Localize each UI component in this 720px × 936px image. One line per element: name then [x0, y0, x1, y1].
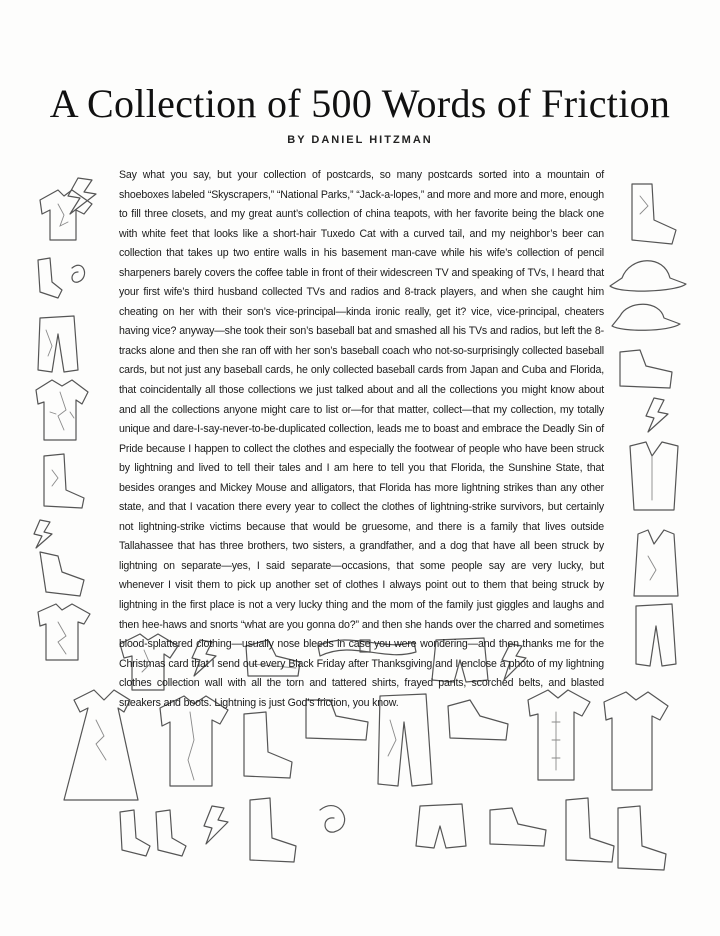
torn-shirt-icon	[38, 604, 90, 660]
hat-icon	[610, 261, 686, 291]
lightning-bolt-icon	[34, 520, 52, 548]
lightning-bolt-icon	[646, 398, 668, 432]
boot-icon	[632, 184, 676, 244]
article-title: A Collection of 500 Words of Friction	[49, 81, 671, 126]
jacket-icon	[36, 380, 88, 440]
hat-icon	[612, 304, 680, 330]
swirl-icon	[72, 265, 85, 282]
pants-icon	[636, 604, 676, 666]
boot-icon	[618, 806, 666, 870]
tank-top-icon	[634, 530, 678, 596]
shoe-icon	[490, 808, 546, 846]
sock-icon	[38, 258, 62, 298]
left-border-sketches	[34, 178, 96, 660]
jacket-icon	[604, 692, 668, 790]
article-byline: BY DANIEL HITZMAN	[287, 134, 433, 146]
shoe-icon	[620, 350, 672, 388]
pants-icon	[38, 316, 78, 372]
article-body: Say what you say, but your collection of postcards, so many postcards sorted into a mountain of shoeboxes labeled “Skyscrapers,” “National Parks,” “Jack-a-lopes,” and more and more and more, enough to fill three closets, and my great aunt’s collection of china teapots, with her favorite being the black one with white feet that looks like a short-hair Tuxedo Cat with a curved tail, and my neighbor’s beer can collection that takes up two entire walls in his basement man-cave while his wife’s collection of pencil sharpeners barely covers the coffee table in front of their widescreen TV and speaking of TVs, I heard that your first wife’s third husband collected TVs and radios and 8-track players, and when she caught him cheating on her with their son’s vice-principal—kinda ironic really, get it? vice, vice-principal, cheaters having vice? anyway—she took their son’s baseball bat and smashed all his TVs and radios, but left the 8-tracks alone and then she ran off with her son’s baseball coach who not-so-surprisingly collected baseball cards, but not just any baseball cards, he only collected baseball cards from Japan and Cuba and Florida, that coincidentally all those collections we just talked about and all the collections you might know about and all the collections anyone might care to list or—for that matter, collect—that my collection, my totally unique and dare-I-say-never-to-be-duplicated collection, leads me to boast and embrace the Deadly Sin of Pride because I happen to collect the clothes and especially the footwear of people who have been struck by lightning and lived to tell their tales and I am here to tell you that Florida, the Sunshine State, that besides oranges and Mickey Mouse and alligators, that Florida has more lightning strikes than any other state, and that I vacation there every year to collect the clothes of lightning-strike survivors, but certainly not lightning-strike victims because that would be gruesome, and there is a family that lives outside Tallahassee that has three brothers, two sisters, a grandfather, and a dog that have all been struck by lightning on separate—yes, I said separate—occasions, that some people say are very lucky, but whenever I visit them to pick up another set of clothes I always point out to them that being struck by lightning in the first place is not a very lucky thing and the mom of the family just giggles and laughs and then hee-haws and snorts “what are you gonna do?” and then she hands over the charred and sometimes blood-splattered clothing—usually nose bleeds in case you were wondering—and then thanks me for the Christmas card that I send out every Black Friday after Thanksgiving and I enclose a photo of my lightning clothes collection wall with all the torn and tattered shirts, frayed pants, scorched belts, and blasted sneakers and boots. Lightning is just God’s friction, you know.	[119, 169, 604, 709]
boot-icon	[244, 712, 292, 778]
shirt-icon	[40, 190, 92, 240]
swirl-icon	[320, 806, 345, 833]
boot-icon	[44, 454, 84, 508]
shoe-icon	[40, 552, 84, 596]
socks-icon	[120, 810, 186, 856]
right-border-sketches	[610, 184, 686, 666]
boot-icon	[566, 798, 614, 862]
shorts-icon	[416, 804, 466, 848]
lightning-bolt-icon	[68, 178, 96, 214]
lightning-bolt-icon	[204, 806, 228, 844]
vest-icon	[630, 442, 678, 510]
boot-icon	[250, 798, 296, 862]
